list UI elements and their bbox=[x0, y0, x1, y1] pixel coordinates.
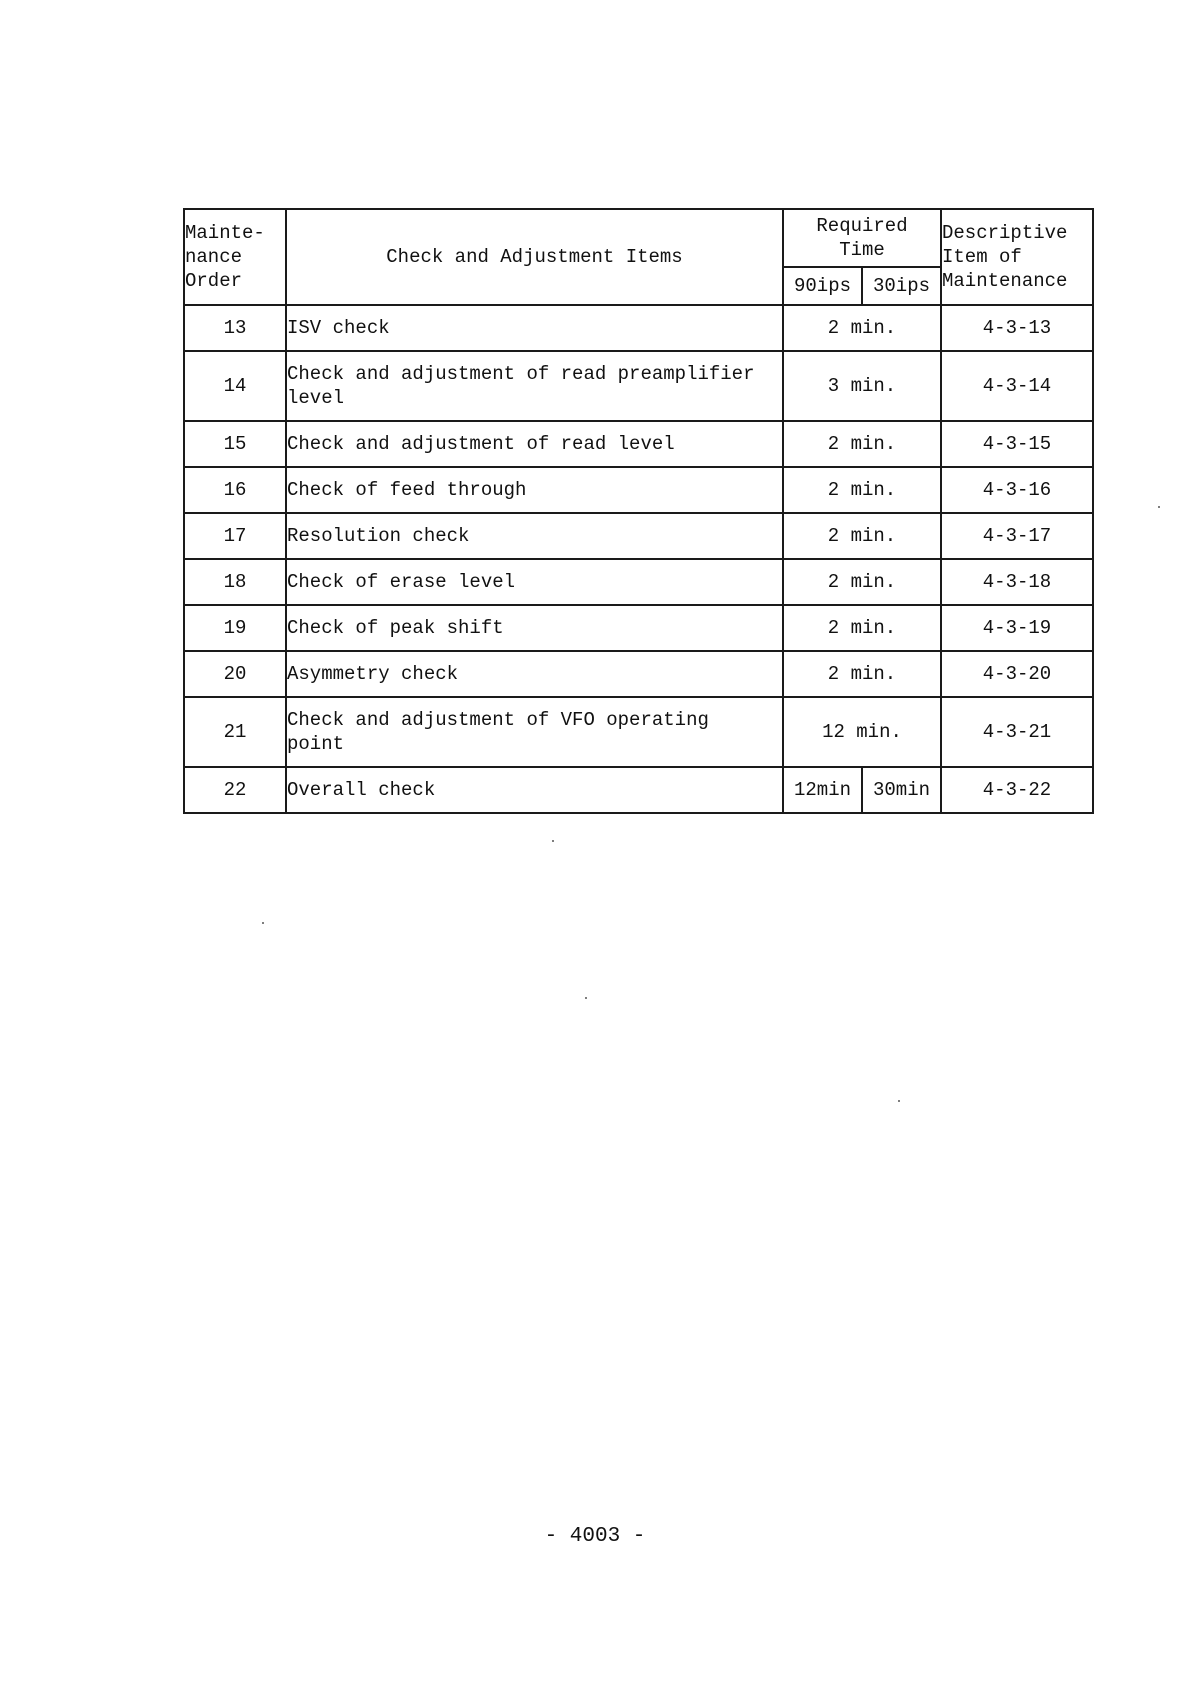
time-cell: 2 min. bbox=[783, 651, 941, 697]
scan-speck bbox=[262, 922, 264, 924]
header-required-time: Required Time bbox=[783, 209, 941, 267]
order-cell: 18 bbox=[184, 559, 286, 605]
ref-cell: 4-3-20 bbox=[941, 651, 1093, 697]
table-row bbox=[184, 351, 1093, 421]
item-cell: Check and adjustment of VFO operating point bbox=[286, 697, 783, 767]
ref-cell: 4-3-13 bbox=[941, 305, 1093, 351]
table-row bbox=[184, 767, 1093, 813]
scan-speck bbox=[585, 997, 587, 999]
table-row bbox=[184, 559, 1093, 605]
order-cell: 19 bbox=[184, 605, 286, 651]
header-descriptive-item: Descriptive Item of Maintenance bbox=[941, 209, 1093, 305]
time-cell: 2 min. bbox=[783, 513, 941, 559]
item-cell: Overall check bbox=[286, 767, 783, 813]
item-cell: Check of peak shift bbox=[286, 605, 783, 651]
time-cell: 2 min. bbox=[783, 559, 941, 605]
table-row bbox=[184, 605, 1093, 651]
table-row bbox=[184, 651, 1093, 697]
scan-speck bbox=[898, 1100, 900, 1102]
table-row bbox=[184, 513, 1093, 559]
table-row bbox=[184, 305, 1093, 351]
scan-speck bbox=[552, 840, 554, 842]
item-cell: Check of erase level bbox=[286, 559, 783, 605]
item-cell: Check and adjustment of read level bbox=[286, 421, 783, 467]
header-check-items: Check and Adjustment Items bbox=[286, 209, 783, 305]
order-cell: 17 bbox=[184, 513, 286, 559]
time-cell: 2 min. bbox=[783, 467, 941, 513]
time-cell: 12 min. bbox=[783, 697, 941, 767]
header-90ips: 90ips bbox=[783, 267, 862, 305]
ref-cell: 4-3-17 bbox=[941, 513, 1093, 559]
ref-cell: 4-3-22 bbox=[941, 767, 1093, 813]
item-cell: Check of feed through bbox=[286, 467, 783, 513]
ref-cell: 4-3-21 bbox=[941, 697, 1093, 767]
order-cell: 20 bbox=[184, 651, 286, 697]
time-30ips-cell: 30min bbox=[862, 767, 941, 813]
item-cell: Resolution check bbox=[286, 513, 783, 559]
time-cell: 2 min. bbox=[783, 305, 941, 351]
order-cell: 13 bbox=[184, 305, 286, 351]
scan-speck bbox=[1158, 506, 1160, 508]
header-maintenance-order: Mainte- nance Order bbox=[184, 209, 286, 305]
table-row bbox=[184, 467, 1093, 513]
ref-cell: 4-3-18 bbox=[941, 559, 1093, 605]
ref-cell: 4-3-19 bbox=[941, 605, 1093, 651]
ref-cell: 4-3-14 bbox=[941, 351, 1093, 421]
maintenance-table bbox=[183, 208, 1094, 814]
item-cell: ISV check bbox=[286, 305, 783, 351]
item-cell: Check and adjustment of read preamplifier level bbox=[286, 351, 783, 421]
time-90ips-cell: 12min bbox=[783, 767, 862, 813]
ref-cell: 4-3-15 bbox=[941, 421, 1093, 467]
order-cell: 16 bbox=[184, 467, 286, 513]
time-cell: 3 min. bbox=[783, 351, 941, 421]
page-number: - 4003 - bbox=[544, 1525, 646, 1548]
time-cell: 2 min. bbox=[783, 605, 941, 651]
order-cell: 22 bbox=[184, 767, 286, 813]
header-30ips: 30ips bbox=[862, 267, 941, 305]
order-cell: 14 bbox=[184, 351, 286, 421]
order-cell: 15 bbox=[184, 421, 286, 467]
time-cell: 2 min. bbox=[783, 421, 941, 467]
table-row bbox=[184, 421, 1093, 467]
order-cell: 21 bbox=[184, 697, 286, 767]
table-row bbox=[184, 697, 1093, 767]
item-cell: Asymmetry check bbox=[286, 651, 783, 697]
ref-cell: 4-3-16 bbox=[941, 467, 1093, 513]
